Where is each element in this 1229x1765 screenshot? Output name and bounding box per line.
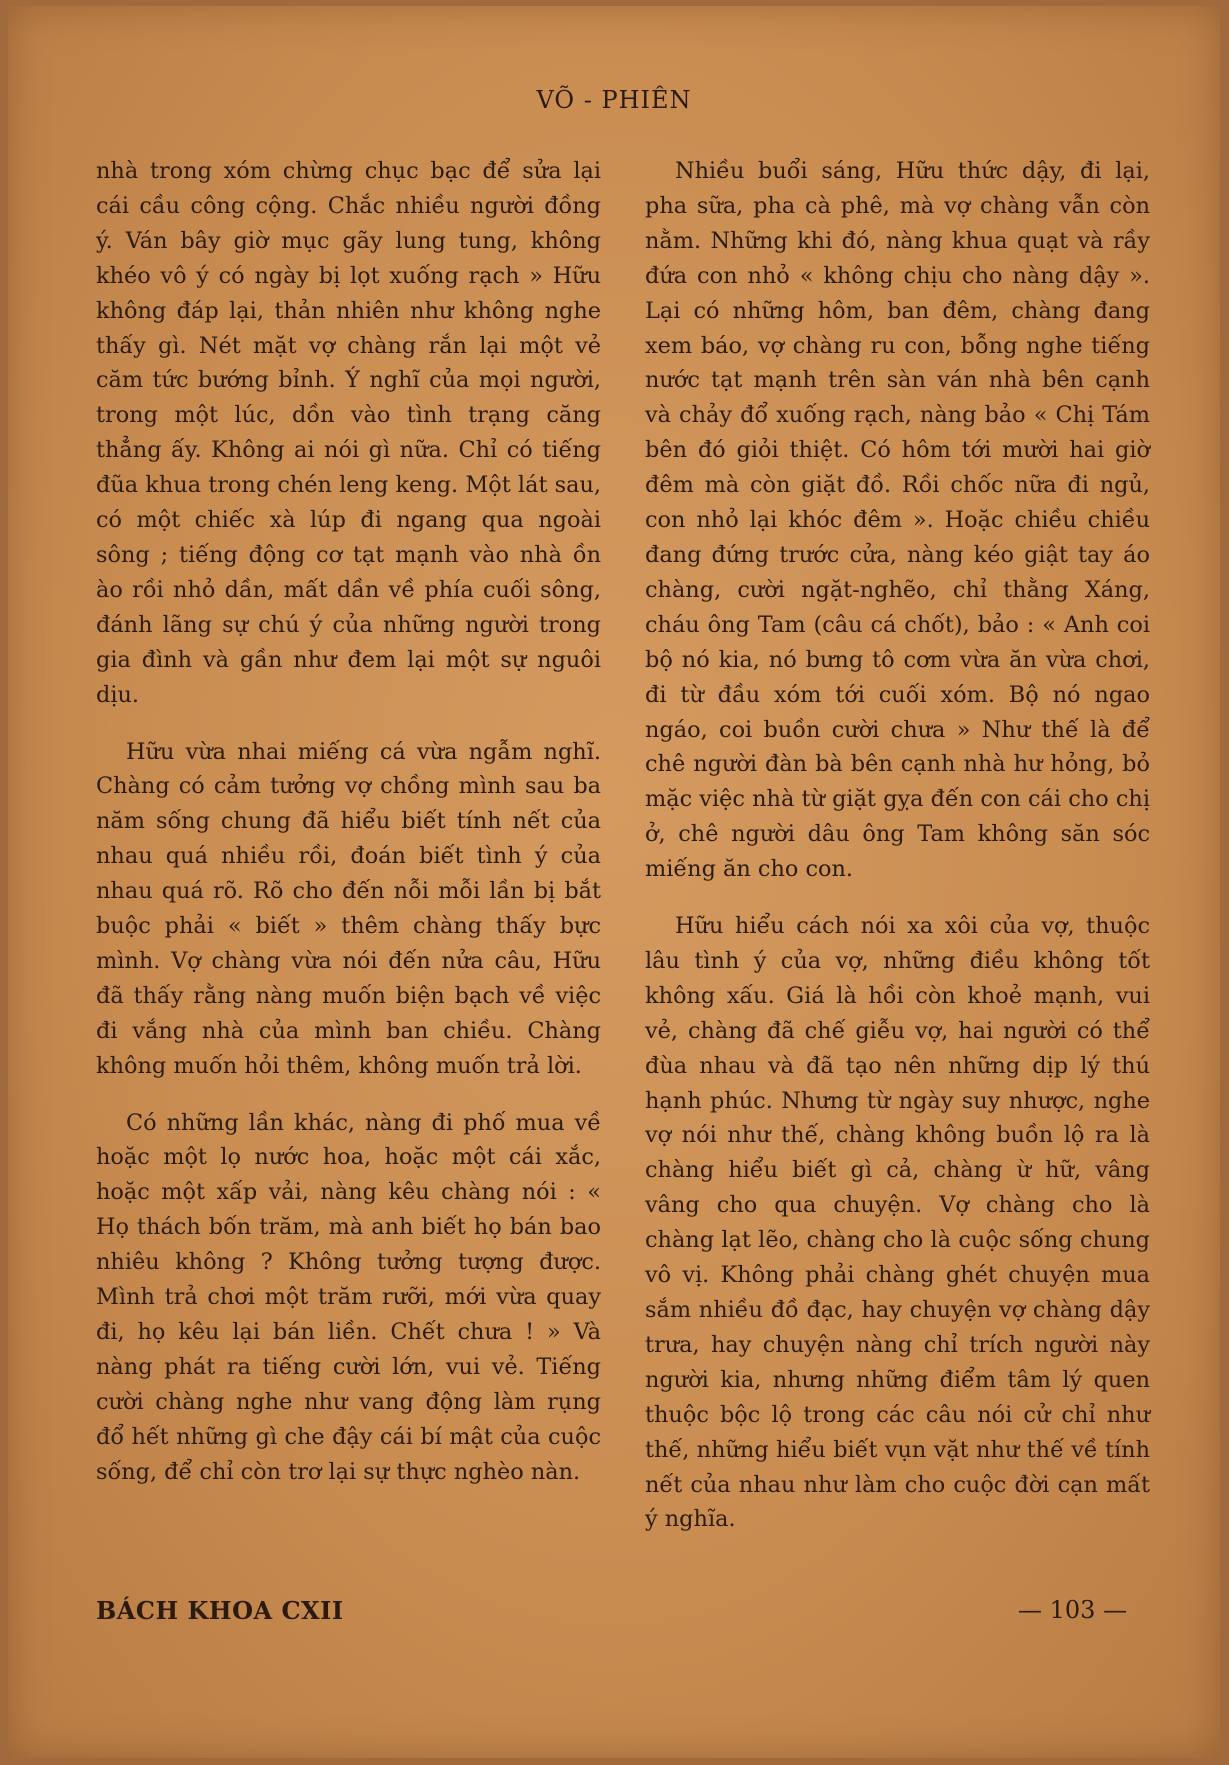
paragraph: nhà trong xóm chừng chục bạc để sửa lại cái cầu công cộng. Chắc nhiều người đồng ý. Ván bây giờ mục gãy lung tung, không khéo vô ý có ngày bị lọt xuống rạch » Hữu không đáp lại, thản nhiên như không nghe thấy gì. Nét mặt vợ chàng rắn lại một vẻ căm tức bướng bỉnh. Ý nghĩ của mọi người, trong một lúc, dồn vào tình trạng căng thẳng ấy. Không ai nói gì nữa. Chỉ có tiếng đũa khua trong chén leng keng. Một lát sau, có một chiếc xà lúp đi ngang qua ngoài sông ; tiếng động cơ tạt mạnh vào nhà ồn ào rồi nhỏ dần, mất dần về phía cuối sông, đánh lãng sự chú ý của những người trong gia đình và gần như đem lại một sự nguôi dịu.: [96, 158, 601, 708]
right-column: [645, 154, 1150, 1559]
paragraph: Hữu hiểu cách nói xa xôi của vợ, thuộc lâu tình ý của vợ, những điều không tốt không xấu. Giá là hồi còn khoẻ mạnh, vui vẻ, chàng đã chế giễu vợ, hai người có thể đùa nhau và đã tạo nên những dịp lý thú hạnh phúc. Nhưng từ ngày suy nhược, nghe vợ nói như thế, chàng không buồn lộ ra là chàng hiểu biết gì cả, chàng ừ hữ, vâng vâng cho qua chuyện. Vợ chàng cho là chàng lạt lẽo, chàng cho là cuộc sống chung vô vị. Không phải chàng ghét chuyện mua sắm nhiều đồ đạc, hay chuyện vợ chàng dậy trưa, hay chuyện nàng chỉ trích người này người kia, nhưng những điểm tâm lý quen thuộc bộc lộ trong các câu nói cử chỉ như thế, những hiểu biết vụn vặt như thế về tính nết của nhau như làm cho cuộc đời cạn mất ý nghĩa.: [645, 913, 1150, 1533]
running-header: VÕ - PHIÊN: [536, 86, 692, 114]
paragraph: Hữu vừa nhai miếng cá vừa ngẫm nghĩ. Chàng có cảm tưởng vợ chồng mình sau ba năm sống chung đã hiểu biết tính nết của nhau quá nhiều rồi, đoán biết tình ý của nhau quá rõ. Rõ cho đến nỗi mỗi lần bị bắt buộc phải « biết » thêm chàng thấy bực mình. Vợ chàng vừa nói đến nửa câu, Hữu đã thấy rằng nàng muốn biện bạch về việc đi vắng nhà của mình ban chiều. Chàng không muốn hỏi thêm, không muốn trả lời.: [96, 738, 601, 1079]
book-page: [8, 6, 1220, 1758]
left-column: [96, 154, 601, 1512]
paragraph: Nhiều buổi sáng, Hữu thức dậy, đi lại, pha sữa, pha cà phê, mà vợ chàng vẫn còn nằm. Những khi đó, nàng khua quạt và rầy đứa con nhỏ « không chịu cho nàng dậy ». Lại có những hôm, ban đêm, chàng đang xem báo, vợ chàng ru con, bỗng nghe tiếng nước tạt mạnh trên sàn ván nhà bên cạnh và chảy đổ xuống rạch, nàng bảo « Chị Tám bên đó giỏi thiệt. Có hôm tới mười hai giờ đêm mà còn giặt đồ. Rồi chốc nữa đi ngủ, con nhỏ lại khóc đêm ». Hoặc chiều chiều đang đứng trước cửa, nàng kéo giật tay áo chàng, cười ngặt-nghẽo, chỉ thằng Xáng, cháu ông Tam (câu cá chốt), bảo : « Anh coi bộ nó kia, nó bưng tô cơm vừa ăn vừa chơi, đi từ đầu xóm tới cuối xóm. Bộ nó ngao ngáo, coi buồn cười chưa » Như thế là để chê người đàn bà bên cạnh nhà hư hỏng, bỏ mặc việc nhà từ giặt gỵa đến con cái cho chị ở, chê người dâu ông Tam không săn sóc miếng ăn cho con.: [645, 158, 1150, 883]
publication-footer: BÁCH KHOA CXII: [96, 1596, 344, 1625]
page-number: — 103 —: [1018, 1596, 1128, 1624]
paragraph: Có những lần khác, nàng đi phố mua về hoặc một lọ nước hoa, hoặc một cái xắc, hoặc một xấp vải, nàng kêu chàng nói : « Họ thách bốn trăm, mà anh biết họ bán bao nhiêu không ? Không tưởng tượng được. Mình trả chơi một trăm rưỡi, mới vừa quay đi, họ kêu lại bán liền. Chết chưa ! » Và nàng phát ra tiếng cười lớn, vui vẻ. Tiếng cười chàng nghe như vang động làm rụng đổ hết những gì che đậy cái bí mật của cuộc sống, để chỉ còn trơ lại sự thực nghèo nàn.: [96, 1109, 601, 1485]
